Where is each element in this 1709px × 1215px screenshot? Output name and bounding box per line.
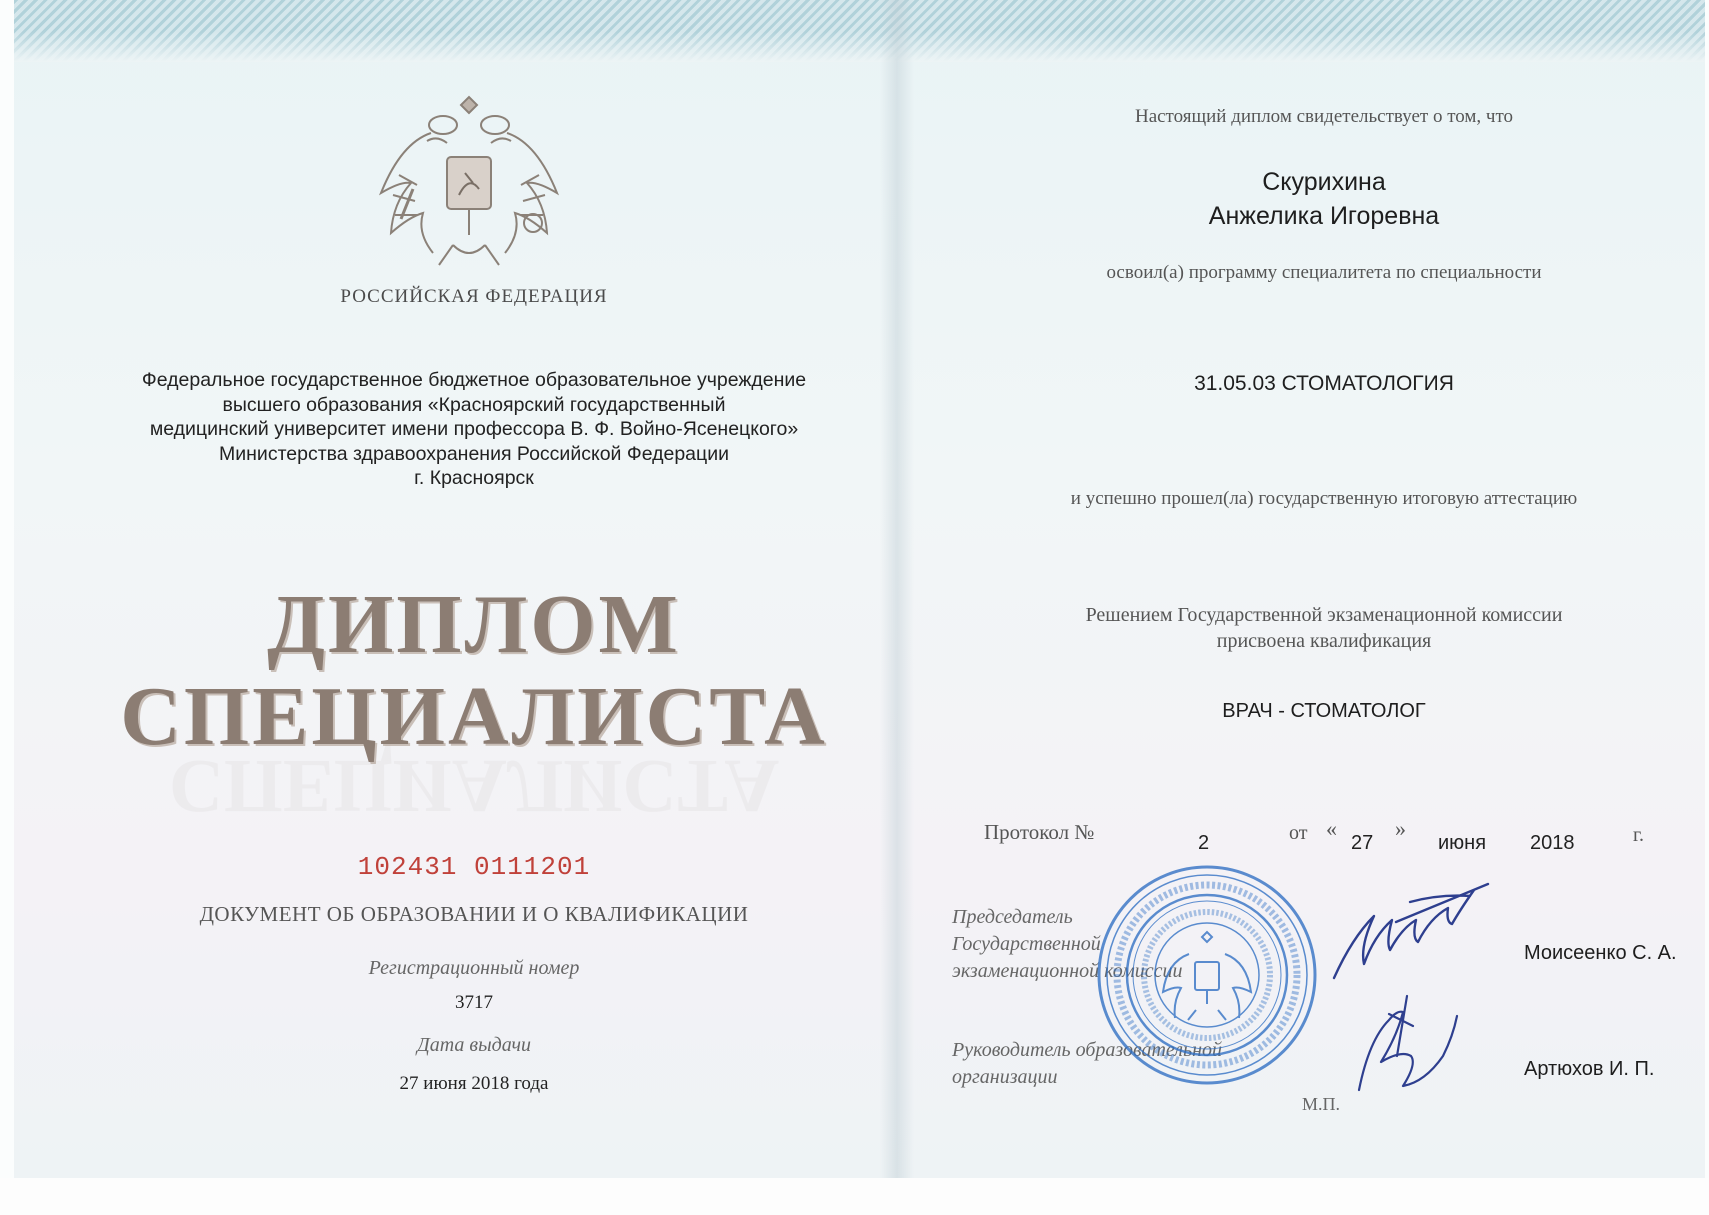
- chairman-label-line: экзаменационной комиссии: [952, 960, 1183, 982]
- protocol-year: 2018: [1530, 832, 1575, 854]
- institution-line: г. Красноярск: [414, 467, 534, 489]
- protocol-label: Протокол №: [984, 820, 1095, 844]
- graduate-surname: Скурихина: [1262, 168, 1386, 196]
- protocol-number: 2: [1198, 832, 1210, 854]
- chairman-name: Моисеенко С. А.: [1524, 942, 1677, 964]
- country-name: РОССИЙСКАЯ ФЕДЕРАЦИЯ: [340, 286, 608, 307]
- issue-date: 27 июня 2018 года: [399, 1073, 549, 1094]
- head-name: Артюхов И. П.: [1524, 1058, 1655, 1080]
- diploma-spread: [14, 0, 1705, 1178]
- specialty: 31.05.03 СТОМАТОЛОГИЯ: [1194, 372, 1454, 395]
- page-fold: [880, 0, 914, 1178]
- program-text: освоил(а) программу специалитета по специальности: [1106, 262, 1542, 283]
- registration-number: 3717: [455, 992, 493, 1013]
- diploma-title-line2: СПЕЦИАЛИСТА: [120, 670, 828, 763]
- institution-line: Федеральное государственное бюджетное образовательное учреждение: [141, 369, 807, 391]
- decision-text-line2: присвоена квалификация: [1216, 630, 1432, 652]
- protocol-year-suffix: г.: [1633, 824, 1644, 846]
- document-type: ДОКУМЕНТ ОБ ОБРАЗОВАНИИ И О КВАЛИФИКАЦИИ: [199, 902, 749, 926]
- head-label-line: организации: [952, 1066, 1058, 1088]
- institution-name: [74, 368, 874, 491]
- attestation-text: и успешно прошел(ла) государственную итоговую аттестацию: [1070, 488, 1578, 509]
- issue-date-label: Дата выдачи: [416, 1034, 532, 1056]
- registration-label: Регистрационный номер: [368, 957, 580, 979]
- chairman-label-line: Государственной: [952, 933, 1101, 955]
- qualification: ВРАЧ - СТОМАТОЛОГ: [1222, 700, 1426, 722]
- diploma-title-line1: ДИПЛОМ: [267, 578, 681, 671]
- institution-line: Министерства здравоохранения Российской Федерации: [219, 442, 729, 465]
- official-seal-icon: [1094, 862, 1320, 1088]
- protocol-day: 27: [1351, 832, 1374, 854]
- title-watermark-reflection: СПЕЦИАЛИСТА: [168, 744, 780, 828]
- protocol-quote-close: »: [1395, 816, 1406, 841]
- scan-bottom-margin: [0, 1178, 1709, 1215]
- decorative-top-band: [14, 0, 1705, 62]
- protocol-month: июня: [1438, 832, 1487, 854]
- decision-text-line1: Решением Государственной экзаменационной комиссии: [1085, 604, 1563, 626]
- stamp-place-label: М.П.: [1302, 1094, 1341, 1114]
- protocol-from-label: от: [1289, 822, 1308, 844]
- protocol-quote-open: «: [1326, 816, 1337, 841]
- chairman-signature-icon: [1326, 880, 1506, 985]
- institution-line: медицинский университет имени профессора В. Ф. Войно-Ясенецкого»: [149, 418, 799, 440]
- head-label-line: Руководитель образовательной: [952, 1039, 1223, 1061]
- institution-line: высшего образования «Красноярский государственный: [222, 393, 726, 416]
- head-signature-icon: [1349, 990, 1464, 1100]
- intro-text: Настоящий диплом свидетельствует о том, что: [1134, 106, 1514, 127]
- graduate-given-names: Анжелика Игоревна: [1208, 202, 1440, 230]
- coat-of-arms-icon: [369, 95, 569, 285]
- serial-number: 102431 0111201: [357, 852, 591, 882]
- chairman-label-line: Председатель: [952, 906, 1073, 928]
